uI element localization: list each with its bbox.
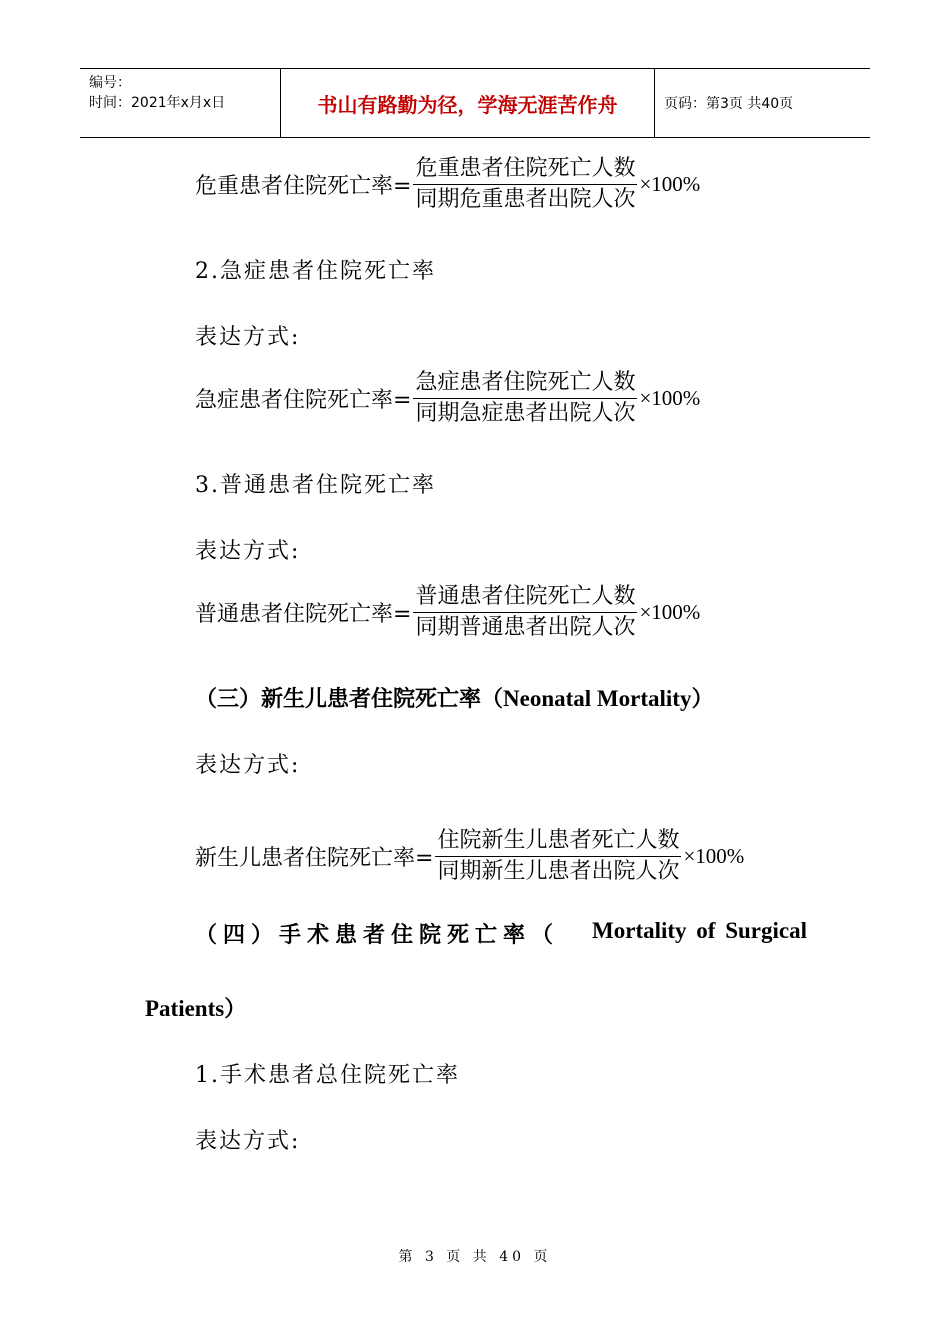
header-motto: 书山有路勤为径，学海无涯苦作舟: [281, 69, 655, 137]
section-heading-close: ）: [691, 686, 714, 712]
formula-critical: [195, 156, 700, 213]
page-header: [80, 68, 870, 138]
header-time-label: 时间：2021年x月x日: [89, 95, 226, 111]
footer-page-text: 第 3 页 共 40 页: [398, 1249, 552, 1265]
header-meta: [80, 69, 281, 137]
section-heading-en-line2: Patients: [145, 996, 225, 1021]
section-heading-surgical: [195, 918, 807, 949]
formula-lhs: 普通患者住院死亡率=: [195, 602, 412, 627]
section-heading-en: Mortality of Surgical: [592, 918, 807, 943]
formula-numerator: 急症患者住院死亡人数: [415, 370, 636, 395]
item-emergency-title: 2.急症患者住院死亡率: [195, 259, 436, 284]
section-heading-cn: （三）新生儿患者住院死亡率（: [195, 686, 504, 712]
formula-emergency: [195, 370, 700, 427]
expression-label: 表达方式:: [195, 1129, 301, 1154]
formula-numerator: 危重患者住院死亡人数: [415, 156, 636, 181]
section-heading-en: Neonatal Mortality: [503, 686, 692, 711]
formula-lhs: 急症患者住院死亡率=: [195, 388, 412, 413]
formula-lhs: 危重患者住院死亡率=: [195, 174, 412, 199]
page-footer: [0, 1246, 950, 1266]
formula-numerator: 普通患者住院死亡人数: [415, 584, 636, 609]
formula-multiplier: ×100%: [639, 386, 701, 410]
section-heading-neonatal: [195, 682, 713, 713]
expression-label: 表达方式:: [195, 325, 301, 350]
formula-fraction: [435, 828, 681, 885]
section-heading-surgical-line2: [145, 992, 246, 1023]
formula-denominator: 同期新生儿患者出院人次: [435, 856, 681, 885]
formula-numerator: 住院新生儿患者死亡人数: [437, 828, 680, 853]
item-general-title: 3.普通患者住院死亡率: [195, 473, 436, 498]
formula-fraction: [413, 370, 637, 427]
formula-denominator: 同期急症患者出院人次: [413, 398, 637, 427]
formula-fraction: [413, 584, 637, 641]
formula-neonatal: [195, 828, 744, 885]
section-heading-close: ）: [224, 996, 247, 1022]
expression-label: 表达方式:: [195, 753, 301, 778]
header-number-label: 编号：: [89, 75, 131, 91]
section-heading-cn: （四）手术患者住院死亡率（: [195, 922, 560, 948]
formula-multiplier: ×100%: [683, 844, 745, 868]
formula-denominator: 同期危重患者出院人次: [413, 184, 637, 213]
item-surgical-total-title: 1.手术患者总住院死亡率: [195, 1063, 460, 1088]
header-page-info: 页码：第3页 共40页: [664, 96, 794, 112]
formula-lhs: 新生儿患者住院死亡率=: [195, 846, 434, 871]
formula-denominator: 同期普通患者出院人次: [413, 612, 637, 641]
formula-fraction: [413, 156, 637, 213]
formula-general: [195, 584, 700, 641]
formula-multiplier: ×100%: [639, 172, 701, 196]
expression-label: 表达方式:: [195, 539, 301, 564]
formula-multiplier: ×100%: [639, 600, 701, 624]
